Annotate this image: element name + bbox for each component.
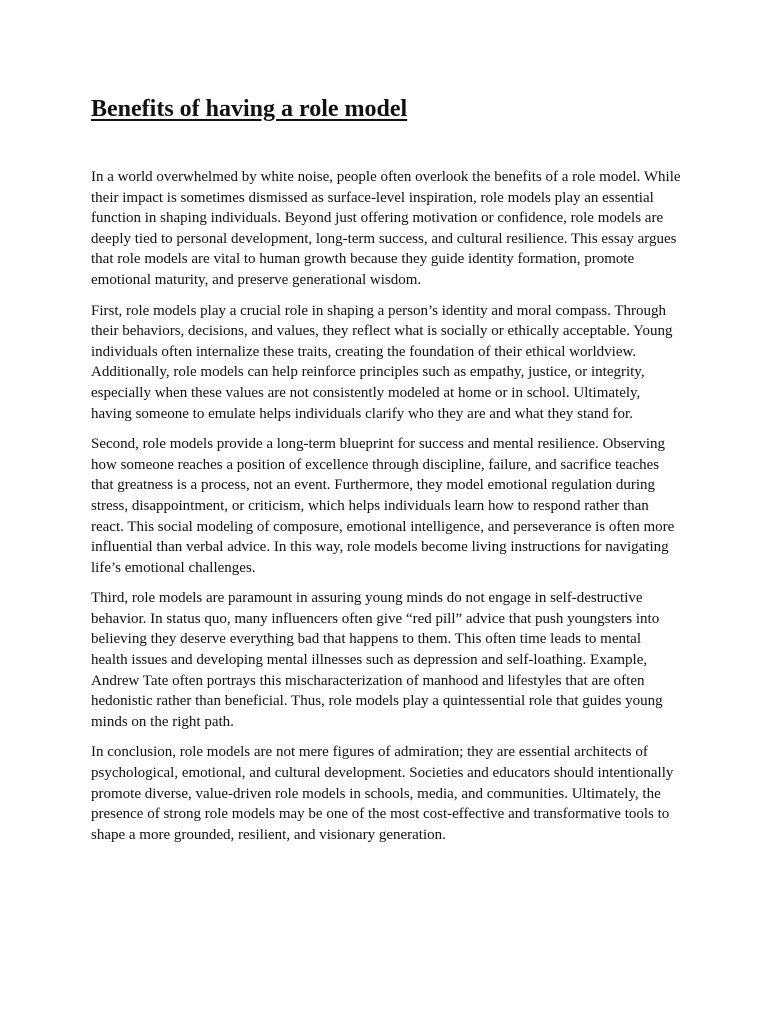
paragraph-conclusion: In conclusion, role models are not mere figures of admiration; they are essential architects of psychological, emotional, and cultural development. Societies and educators should intentionally promote diverse, value-driven role models in schools, media, and communities. Ultimately, the presence of strong role models may be one of the most cost-effective and transformative tools to shape a more grounded, resilient, and visionary generation. (91, 744, 674, 843)
paragraph-identity: First, role models play a crucial role in shaping a person’s identity and moral compass. Through their behaviors, decisions, and values, they reflect what is socially or ethically acceptable. Young individuals often internalize these traits, creating the foundation of their ethical worldview. Additionally, role models can help reinforce principles such as empathy, justice, or integrity, especially when these values are not consistently modeled at home or in school. Ultimately, having someone to emulate helps individuals clarify who they are and what they stand for. (91, 302, 673, 422)
document-body (91, 167, 681, 845)
document-content (91, 94, 681, 855)
document-title: Benefits of having a role model (91, 96, 408, 122)
paragraph-introduction: In a world overwhelmed by white noise, people often overlook the benefits of a role model. While their impact is sometimes dismissed as surface-level inspiration, role models play an essential function in shaping individuals. Beyond just offering motivation or confidence, role models are deeply tied to personal development, long-term success, and cultural resilience. This essay argues that role models are vital to human growth because they guide identity formation, promote emotional maturity, and preserve generational wisdom. (91, 169, 681, 288)
paragraph-self-destructive-behavior: Third, role models are paramount in assuring young minds do not engage in self-destructive behavior. In status quo, many influencers often give “red pill” advice that push youngsters into believing they deserve everything bad that happens to them. This often time leads to mental health issues and developing mental illnesses such as depression and self-loathing. Example, Andrew Tate often portrays this mischaracterization of manhood and lifestyles that are often hedonistic rather than beneficial. Thus, role models play a quintessential role that guides young minds on the right path. (91, 590, 663, 730)
paragraph-resilience: Second, role models provide a long-term blueprint for success and mental resilience. Observing how someone reaches a position of excellence through discipline, failure, and sacrifice teaches that greatness is a process, not an event. Furthermore, they model emotional regulation during stress, disappointment, or criticism, which helps individuals learn how to respond rather than react. This social modeling of composure, emotional intelligence, and perseverance is often more influential than verbal advice. In this way, role models become living instructions for navigating life’s emotional challenges. (91, 436, 675, 576)
